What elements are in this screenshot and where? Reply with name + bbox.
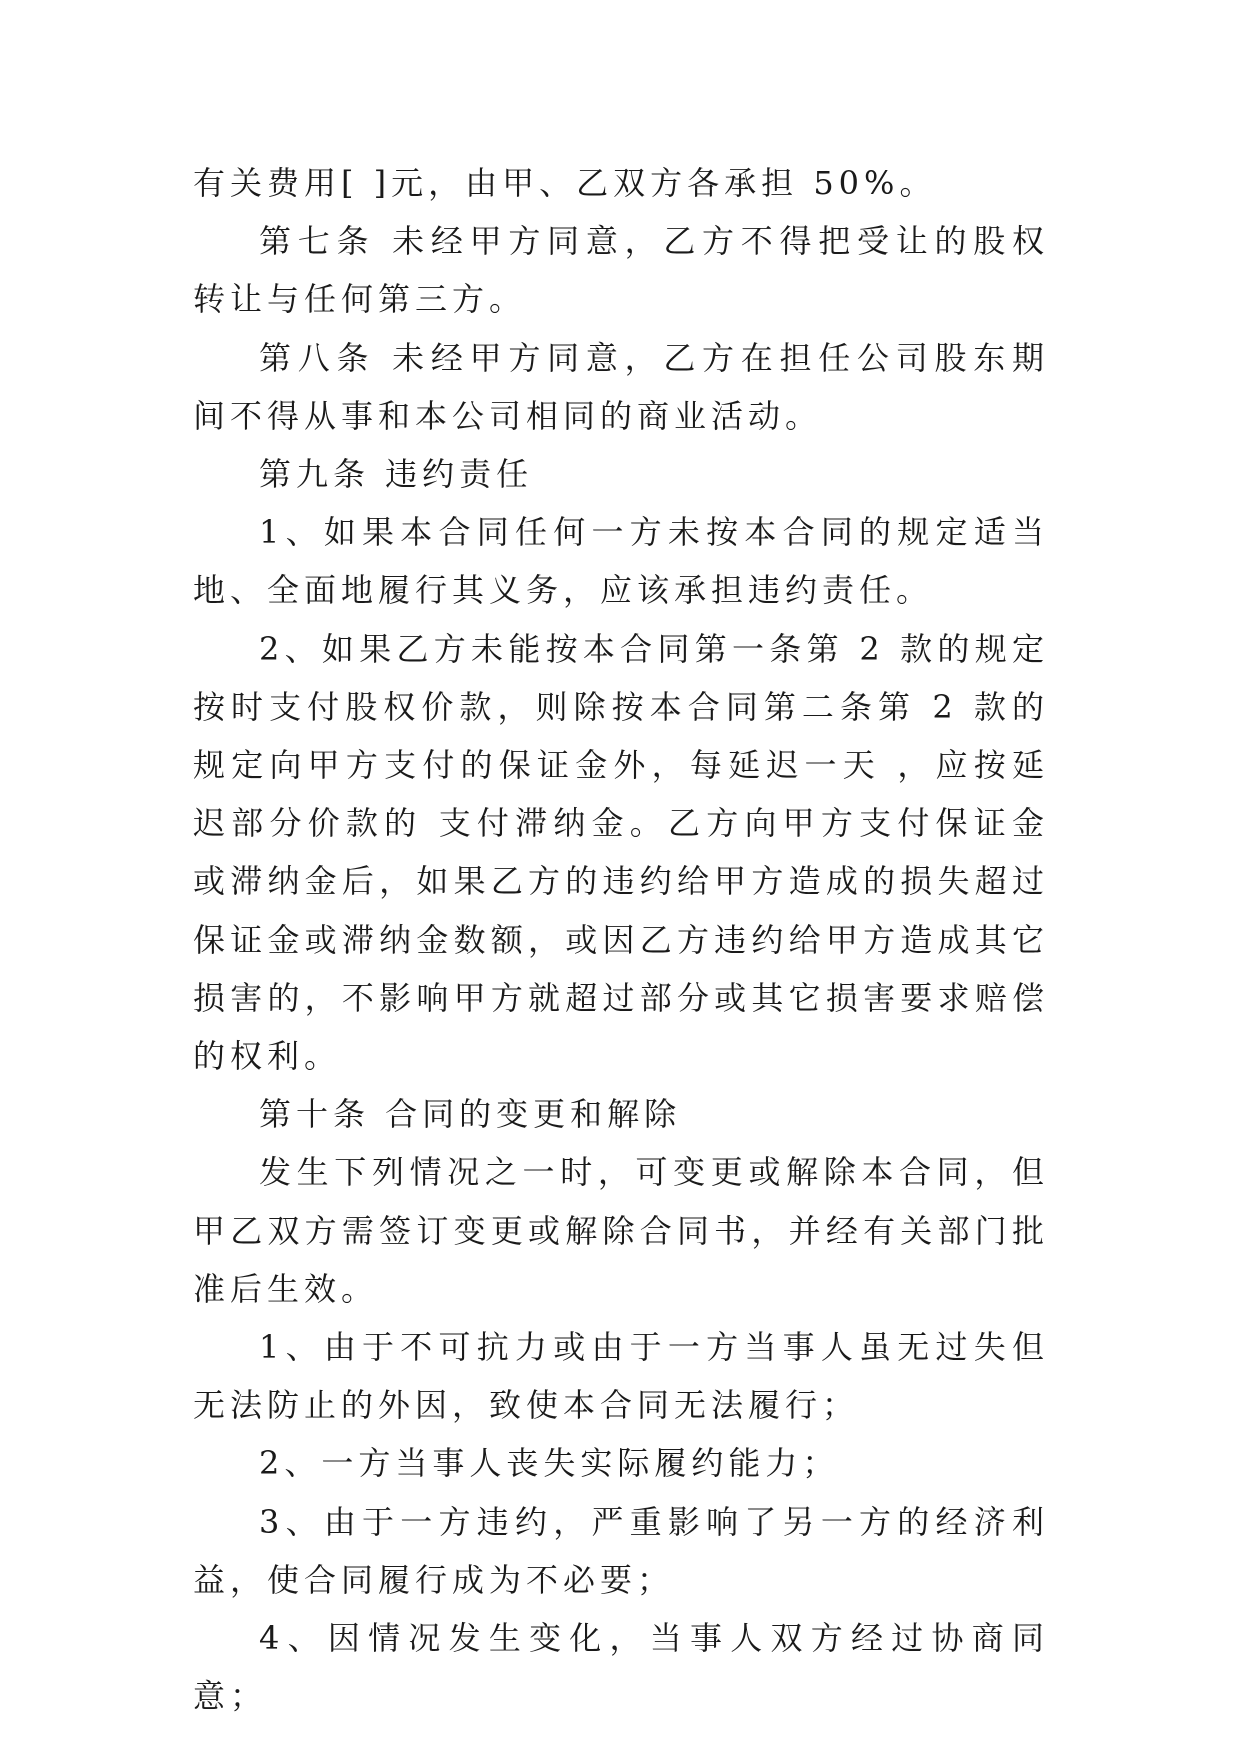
paragraph-change-item-4: 4、因情况发生变化，当事人双方经过协商同意； <box>193 1619 1049 1716</box>
paragraph-change-intro: 发生下列情况之一时，可变更或解除本合同，但甲乙双方需签订变更或解除合同书，并经有关部门批准后生效。 <box>193 1153 1049 1308</box>
paragraph-change-item-1: 1、由于不可抗力或由于一方当事人虽无过失但无法防止的外因，致使本合同无法履行； <box>193 1328 1049 1425</box>
paragraph-change-item-3: 3、由于一方违约，严重影响了另一方的经济利益，使合同履行成为不必要； <box>193 1502 1049 1599</box>
document-body <box>193 154 1049 1725</box>
heading-article-10: 第十条 合同的变更和解除 <box>259 1095 682 1134</box>
paragraph-article-8: 第八条 未经甲方同意，乙方在担任公司股东期间不得从事和本公司相同的商业活动。 <box>193 338 1049 435</box>
heading-article-9: 第九条 违约责任 <box>259 455 534 494</box>
paragraph-cost-sharing: 有关费用[ ]元，由甲、乙双方各承担 50%。 <box>193 164 937 202</box>
paragraph-breach-item-2: 2、如果乙方未能按本合同第一条第 2 款的规定按时支付股权价款，则除按本合同第二条第 2 款的规定向甲方支付的保证金外，每延迟一天 ，应按延迟部分价款的 支付滞纳金。乙方向甲方支付保证金或滞纳金后，如果乙方的违约给甲方造成的损失超过保证金或滞纳金数额，或因乙方违约给甲方造成其它损害的，不影响甲方就超过部分或其它损害要求赔偿的权利。 <box>193 629 1049 1076</box>
paragraph-breach-item-1: 1、如果本合同任何一方未按本合同的规定适当地、全面地履行其义务，应该承担违约责任。 <box>193 513 1049 610</box>
paragraph-change-item-2: 2、一方当事人丧失实际履约能力； <box>259 1444 840 1483</box>
paragraph-article-7: 第七条 未经甲方同意，乙方不得把受让的股权转让与任何第三方。 <box>193 222 1049 319</box>
